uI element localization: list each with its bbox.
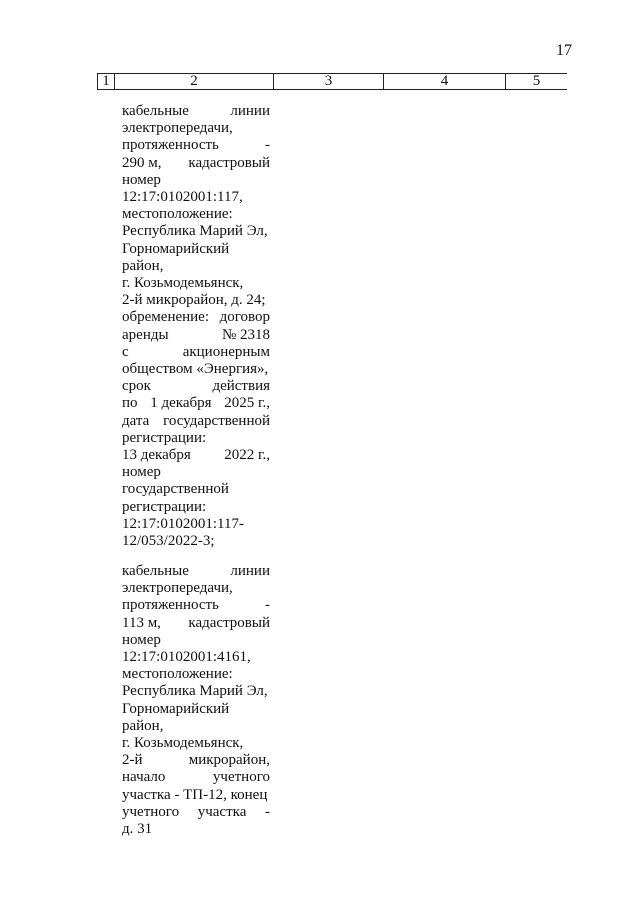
text-word: государственной: [122, 481, 229, 498]
text-word: договор: [219, 309, 270, 326]
text-word: местоположение:: [122, 666, 233, 683]
text-word: 12:17:0102001:117,: [122, 189, 243, 206]
text-word: -: [265, 597, 270, 614]
text-line: [122, 804, 270, 821]
text-line: [122, 615, 270, 632]
text-word: район,: [122, 717, 164, 734]
text-word: микрорайон,: [188, 752, 270, 769]
text-line: [122, 499, 270, 516]
text-line: [122, 752, 270, 769]
column-header-4: 4: [383, 74, 505, 89]
text-line: [122, 155, 270, 172]
text-word: протяженность: [122, 597, 219, 614]
text-line: [122, 533, 270, 550]
page-number: 17: [556, 42, 572, 59]
text-line: [122, 632, 270, 649]
text-word: кабельные: [122, 563, 189, 579]
text-word: № 2318: [221, 326, 270, 343]
text-word: срок: [122, 378, 151, 395]
text-line: [122, 821, 270, 838]
text-word: номер: [122, 464, 161, 481]
text-word: Горномарийский: [122, 700, 230, 717]
text-line: [122, 120, 270, 137]
text-word: электропередачи,: [122, 120, 233, 137]
text-line: [122, 275, 270, 292]
text-word: 12:17:0102001:4161,: [122, 649, 251, 666]
text-line: [122, 103, 270, 120]
text-word: кадастровый: [188, 614, 270, 631]
text-word: д. 31: [122, 821, 153, 838]
text-line: [122, 206, 270, 223]
text-word: номер: [122, 171, 161, 188]
text-word: кабельные: [122, 103, 189, 119]
text-line: [122, 701, 270, 718]
text-line: [122, 292, 270, 309]
text-word: местоположение:: [122, 206, 233, 223]
text-line: [122, 735, 270, 752]
text-word: учетного: [212, 769, 270, 786]
text-word: линии: [230, 563, 270, 579]
text-word: 12:17:0102001:117-: [122, 515, 244, 532]
text-line: [122, 344, 270, 361]
text-line: [122, 447, 270, 464]
text-word: -: [265, 137, 270, 154]
text-word: 2022 г.,: [224, 447, 270, 464]
text-word: Республика Марий Эл,: [122, 223, 268, 240]
text-line: [122, 395, 270, 412]
text-word: обществом «Энергия»,: [122, 361, 269, 378]
table-cell-entry-1: [122, 103, 270, 550]
column-header-5: 5: [505, 74, 567, 89]
text-line: [122, 769, 270, 786]
text-word: номер: [122, 631, 161, 648]
table-cell-entry-2: [122, 563, 270, 838]
text-word: 2025 г.,: [224, 395, 270, 412]
text-word: 1 декабря: [150, 395, 212, 412]
text-word: государственной: [163, 412, 270, 429]
text-word: 12/053/2022-3;: [122, 533, 215, 550]
text-word: учетного: [122, 803, 180, 820]
text-word: -: [265, 803, 270, 820]
text-line: [122, 516, 270, 533]
text-word: с: [122, 343, 129, 360]
text-line: [122, 223, 270, 240]
text-word: кадастровый: [188, 154, 270, 171]
text-line: [122, 666, 270, 683]
column-header-3: 3: [273, 74, 383, 89]
text-word: регистрации:: [122, 429, 207, 446]
text-word: Республика Марий Эл,: [122, 683, 268, 700]
text-word: электропередачи,: [122, 580, 233, 597]
text-word: г. Козьмодемьянск,: [122, 275, 244, 292]
text-word: 113 м,: [122, 614, 161, 631]
text-line: [122, 137, 270, 154]
text-word: регистрации:: [122, 498, 207, 515]
text-word: участка - ТП-12, конец: [122, 786, 268, 803]
text-word: Горномарийский: [122, 240, 230, 257]
text-word: 13 декабря: [122, 447, 191, 464]
column-header-2: 2: [114, 74, 273, 89]
column-header-1: 1: [97, 74, 114, 89]
text-word: 290 м,: [122, 154, 162, 171]
text-line: [122, 580, 270, 597]
text-word: аренды: [122, 326, 169, 343]
text-line: [122, 787, 270, 804]
text-word: действия: [212, 378, 270, 395]
text-line: [122, 378, 270, 395]
text-line: [122, 189, 270, 206]
text-line: [122, 597, 270, 614]
text-word: дата: [122, 412, 150, 429]
text-line: [122, 718, 270, 735]
text-line: [122, 481, 270, 498]
text-line: [122, 430, 270, 447]
table-header-row: [97, 73, 567, 90]
text-word: по: [122, 395, 138, 412]
text-word: начало: [122, 769, 166, 786]
text-word: участка: [197, 803, 247, 820]
text-word: акционерным: [182, 343, 270, 360]
text-word: протяженность: [122, 137, 219, 154]
text-word: 2-й микрорайон, д. 24;: [122, 292, 266, 309]
text-line: [122, 361, 270, 378]
text-line: [122, 683, 270, 700]
text-word: 2-й: [122, 752, 143, 769]
text-line: [122, 327, 270, 344]
text-line: [122, 464, 270, 481]
text-line: [122, 258, 270, 275]
text-word: г. Козьмодемьянск,: [122, 735, 244, 752]
text-line: [122, 413, 270, 430]
text-line: [122, 309, 270, 326]
text-word: обременение:: [122, 309, 210, 326]
text-line: [122, 241, 270, 258]
text-line: [122, 172, 270, 189]
text-line: [122, 563, 270, 580]
text-word: линии: [230, 103, 270, 119]
text-word: район,: [122, 257, 164, 274]
text-line: [122, 649, 270, 666]
